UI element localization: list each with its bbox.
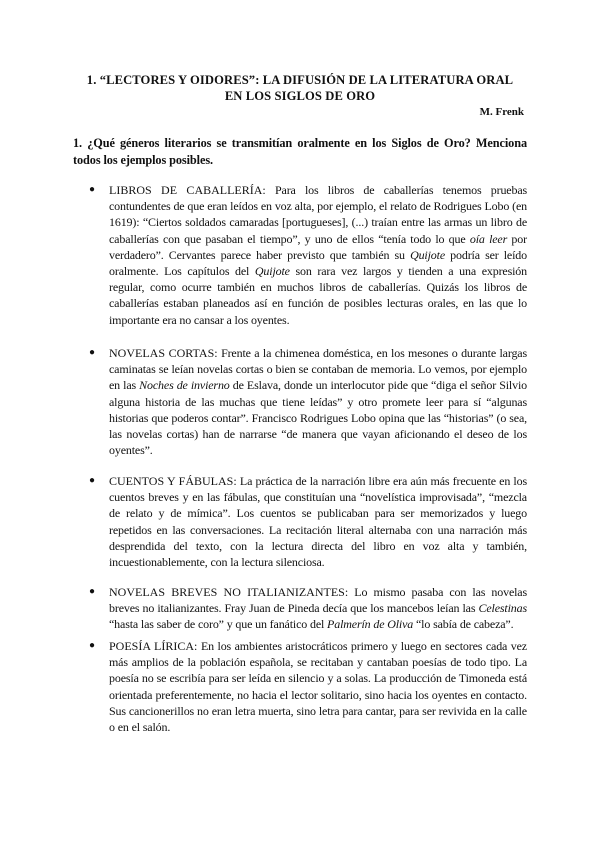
item-text: por verdadero”. Cervantes parece haber previsto que también su — [109, 231, 527, 262]
title-line-1: 1. “LECTORES Y OIDORES”: LA DIFUSIÓN DE LA LITERATURA ORAL — [86, 73, 514, 87]
item-text: “lo sabía de cabeza”. — [413, 617, 514, 632]
list-item-novelas-cortas — [89, 345, 527, 458]
item-heading: NOVELAS BREVES NO ITALIANIZANTES: — [109, 585, 349, 599]
item-italic: Noches de invierno — [139, 378, 230, 393]
question-heading: 1. ¿Qué géneros literarios se transmitían oralmente en los Siglos de Oro? Menciona todos los ejemplos posibles. — [73, 136, 527, 167]
item-italic: Palmerín de Oliva — [327, 617, 414, 632]
item-heading: LIBROS DE CABALLERÍA: — [109, 183, 266, 197]
item-text: son rara vez largos y tienden a una expresión regular, como ocurre también en muchos libros de caballerías. Quizás los libros de caballerías estaban planeados así en función de posibles lecturas orales, en las que lo importante era no cansar a los oyentes. — [109, 264, 527, 327]
bullet-icon: ● — [89, 640, 95, 651]
item-text: Para los libros de caballerías tenemos pruebas contundentes de que eran leídos en voz alta, por ejemplo, el relato de Rodrigues Lobo (en 1619): “Ciertos soldados camaradas [portugueses], (...) traían entre las armas un libro de caballerías con que pasaban el tiempo”, y uno de ellos “tenía todo lo que — [109, 183, 528, 246]
item-text: podría ser leído oralmente. Los capítulos del — [109, 247, 527, 279]
list-item-cuentos-fabulas — [89, 473, 527, 570]
item-heading: NOVELAS CORTAS: — [109, 346, 218, 360]
list-item-poesia-lirica — [89, 638, 527, 735]
author-name: M. Frenk — [479, 106, 524, 118]
item-italic: Quijote — [410, 247, 446, 262]
item-heading: POESÍA LÍRICA: — [109, 639, 198, 653]
list-item-libros-caballeria — [89, 182, 528, 328]
bullet-icon: ● — [89, 184, 95, 195]
item-text: “hasta las saber de coro” y que un fanático del — [109, 617, 328, 632]
item-text: Lo mismo pasaba con las novelas breves no italianizantes. Fray Juan de Pineda decía que los mancebos leían las — [109, 585, 527, 616]
item-text: de Eslava, donde un interlocutor pide que “diga el señor Silvio alguna historia de las muchas que tiene leídas” y otro promete leer para sí “algunas historias que poderos contar”. Francisco Rodrigues Lobo opina que las “historias” (o sea, las novelas cortas) han de narrarse “de manera que vayan aficionando el deseo de los oyentes”. — [109, 378, 527, 458]
list-item-novelas-breves — [89, 584, 527, 633]
item-text: Frente a la chimenea doméstica, en los mesones o durante largas caminatas se leían novelas cortas o bien se contaban de memoria. Lo vemos, por ejemplo en las — [109, 346, 527, 393]
item-text: En los ambientes aristocráticos primero y luego en sectores cada vez más amplios de la población española, se recitaban y cantaban poesías de todo tipo. La poesía no se escribía para ser leída en silencio y a solas. La producción de Timoneda está orientada preferentemente, no hacia el lector solitario, sino hacia los oyentes en contacto. Sus cancionerillos no eran letra muerta, sino letra para cantar, para ser revivida en la calle o en el salón. — [109, 639, 527, 735]
item-text: La práctica de la narración libre era aún más frecuente en los cuentos breves y en las fábulas, que constituían una “novelística improvisada”, “mezcla de relato y de mímica”. Los cuentos se publicaban para ser memorizados y luego repetidos en las conversaciones. La recitación literal alternaba con una narración más desprendida del texto, con la lectura directa del libro en voz alta y también, incuestionablemente, con la lectura silenciosa. — [109, 474, 527, 570]
bullet-icon: ● — [89, 347, 95, 358]
title-line-2: EN LOS SIGLOS DE ORO — [224, 89, 376, 103]
bullet-icon: ● — [89, 586, 95, 597]
page-title — [60, 72, 540, 104]
bullet-icon: ● — [89, 475, 95, 486]
item-italic: Celestinas — [478, 601, 527, 616]
item-italic: oía leer — [469, 231, 508, 246]
item-italic: Quijote — [254, 264, 290, 279]
item-heading: CUENTOS Y FÁBULAS: — [109, 474, 237, 488]
